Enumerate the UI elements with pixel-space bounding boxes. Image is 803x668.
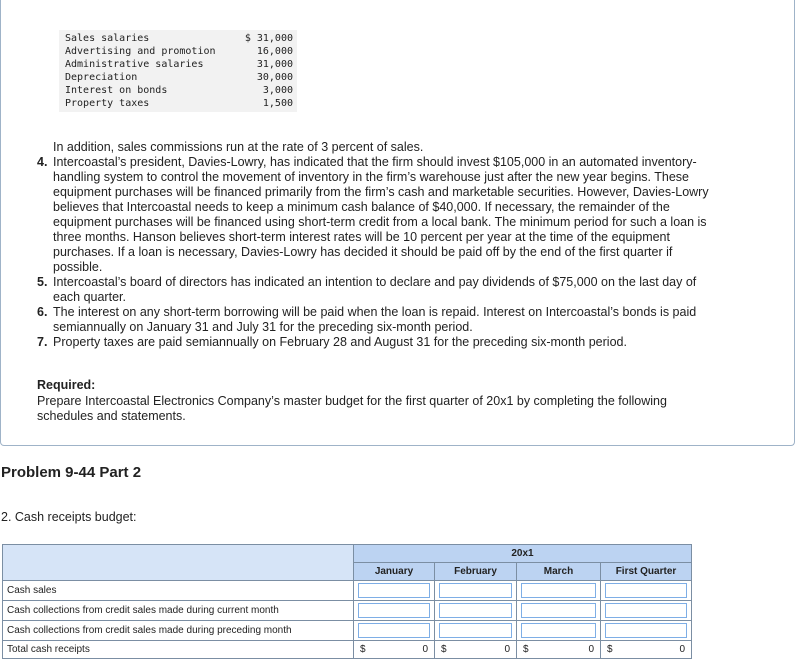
item-number: 6. xyxy=(37,305,48,319)
expense-row: Depreciation 30,000 xyxy=(65,72,293,83)
expense-row: Administrative salaries 31,000 xyxy=(65,59,293,70)
total-label: Total cash receipts xyxy=(3,641,354,659)
item-line: Intercoastal’s board of directors has indicated an intention to declare and pay dividends of $75,000 on the last day of xyxy=(53,275,697,289)
required-label: Required: xyxy=(37,378,96,392)
input-cell[interactable] xyxy=(601,621,692,641)
cell-input[interactable] xyxy=(521,603,596,618)
input-cell[interactable] xyxy=(601,601,692,621)
currency-symbol: $ xyxy=(360,644,366,655)
item-line: semiannually on January 31 and July 31 for the preceding six-month period. xyxy=(53,320,473,334)
table-row xyxy=(3,601,692,621)
expense-row: Advertising and promotion 16,000 xyxy=(65,46,293,57)
cell-input[interactable] xyxy=(358,583,430,598)
year-header: 20x1 xyxy=(354,545,692,563)
cell-input[interactable] xyxy=(605,603,687,618)
input-cell[interactable] xyxy=(435,581,517,601)
input-cell[interactable] xyxy=(354,601,435,621)
total-cell xyxy=(517,641,601,659)
currency-symbol: $ xyxy=(441,644,447,655)
cell-input[interactable] xyxy=(439,603,512,618)
currency-symbol: $ xyxy=(607,644,613,655)
total-value: 0 xyxy=(504,644,510,655)
cell-input[interactable] xyxy=(358,603,430,618)
item-line: Property taxes are paid semiannually on February 28 and August 31 for the preceding six-month period. xyxy=(53,335,627,349)
item-number: 5. xyxy=(37,275,48,289)
input-cell[interactable] xyxy=(435,601,517,621)
input-cell[interactable] xyxy=(354,581,435,601)
required-text: Prepare Intercoastal Electronics Company’s master budget for the first quarter of 20x1 by completing the following xyxy=(37,394,667,408)
cell-input[interactable] xyxy=(521,583,596,598)
currency-symbol: $ xyxy=(523,644,529,655)
input-cell[interactable] xyxy=(435,621,517,641)
column-header-january: January xyxy=(354,563,435,581)
item-line: believes that Intercoastal needs to keep a minimum cash balance of $40,000. If necessary, the remainder of the xyxy=(53,200,670,214)
total-value: 0 xyxy=(422,644,428,655)
cell-input[interactable] xyxy=(521,623,596,638)
item-line: three months. Hanson believes short-term interest rates will be 10 percent per year at the time of the equipment xyxy=(53,230,670,244)
item-line: handling system to control the movement of inventory in the firm’s warehouse just after the new year begins. These xyxy=(53,170,689,184)
expense-row: Sales salaries $ 31,000 xyxy=(65,33,293,44)
total-cell xyxy=(354,641,435,659)
cell-input[interactable] xyxy=(605,623,687,638)
cell-input[interactable] xyxy=(605,583,687,598)
total-value: 0 xyxy=(679,644,685,655)
expense-row: Interest on bonds 3,000 xyxy=(65,85,293,96)
cell-input[interactable] xyxy=(358,623,430,638)
table-row xyxy=(3,621,692,641)
input-cell[interactable] xyxy=(354,621,435,641)
required-text: schedules and statements. xyxy=(37,409,186,423)
item-line: The interest on any short-term borrowing will be paid when the loan is repaid. Interest on Intercoastal’s bonds is paid xyxy=(53,305,697,319)
expense-table xyxy=(59,30,297,112)
item-line: equipment purchases will be financed primarily from the firm’s cash and marketable securities. However, Davies-Lowry xyxy=(53,185,709,199)
total-row xyxy=(3,641,692,659)
item-line: purchases. If a loan is necessary, Davies-Lowry has decided it should be paid off by the end of the first quarter if xyxy=(53,245,673,259)
total-cell xyxy=(601,641,692,659)
total-cell xyxy=(435,641,517,659)
item-number: 4. xyxy=(37,155,48,169)
item-line: possible. xyxy=(53,260,103,274)
column-header-first-quarter: First Quarter xyxy=(601,563,692,581)
item-line: each quarter. xyxy=(53,290,126,304)
cell-input[interactable] xyxy=(439,623,512,638)
problem-title: Problem 9-44 Part 2 xyxy=(1,464,142,481)
commission-note: In addition, sales commissions run at the rate of 3 percent of sales. xyxy=(53,140,424,154)
cell-input[interactable] xyxy=(439,583,512,598)
header-blank-cell xyxy=(3,545,354,581)
row-label: Cash sales xyxy=(3,581,354,601)
item-line: Intercoastal’s president, Davies-Lowry, has indicated that the firm should invest $105,000 in an automated inventory- xyxy=(53,155,697,169)
input-cell[interactable] xyxy=(517,581,601,601)
input-cell[interactable] xyxy=(517,601,601,621)
input-cell[interactable] xyxy=(601,581,692,601)
expense-row: Property taxes 1,500 xyxy=(65,98,293,109)
cash-receipts-budget-table xyxy=(2,544,692,659)
column-header-march: March xyxy=(517,563,601,581)
column-header-february: February xyxy=(435,563,517,581)
input-cell[interactable] xyxy=(517,621,601,641)
table-header-row xyxy=(3,545,692,563)
row-label: Cash collections from credit sales made during current month xyxy=(3,601,354,621)
section-label: 2. Cash receipts budget: xyxy=(1,510,137,524)
total-value: 0 xyxy=(588,644,594,655)
row-label: Cash collections from credit sales made during preceding month xyxy=(3,621,354,641)
item-line: equipment purchases will be financed using short-term credit from a local bank. The minimum period for such a loan is xyxy=(53,215,707,229)
item-number: 7. xyxy=(37,335,48,349)
table-row xyxy=(3,581,692,601)
